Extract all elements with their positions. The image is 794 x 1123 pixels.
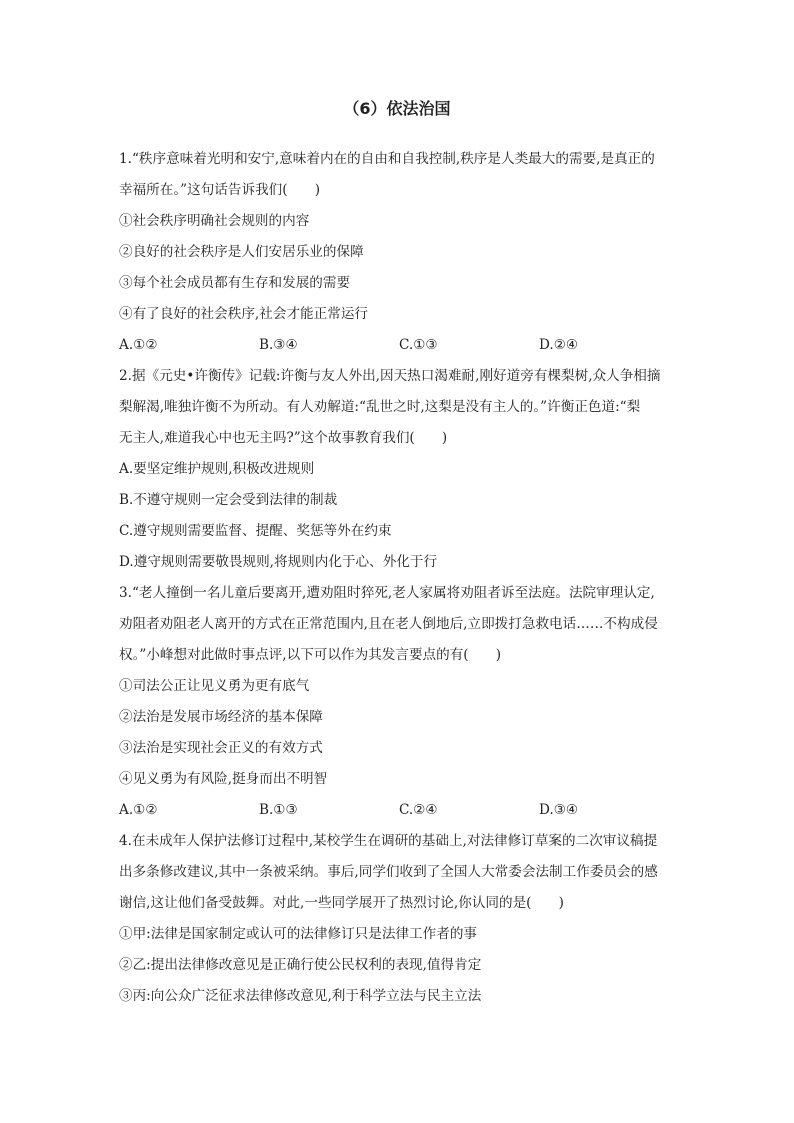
question-1-options <box>119 335 679 355</box>
question-3 <box>119 583 679 820</box>
question-1-stem-line-1: 1.“秩序意味着光明和安宁,意味着内在的自由和自我控制,秩序是人类最大的需要,是真正的 <box>119 151 655 167</box>
question-4-item-3: ③丙:向公众广泛征求法律修改意见,利于科学立法与民主立法 <box>119 988 482 1004</box>
question-2 <box>119 366 679 572</box>
question-1 <box>119 149 679 355</box>
question-4-stem-line-2: 出多条修改建议,其中一条被采纳。事后,同学们收到了全国人大常委会法制工作委员会的感 <box>119 864 658 880</box>
question-2-option-d[interactable]: D.遵守规则需要敬畏规则,将规则内化于心、外化于行 <box>119 554 438 570</box>
question-3-item-2: ②法治是发展市场经济的基本保障 <box>119 709 323 725</box>
question-4-item-2: ②乙:提出法律修改意见是正确行使公民权利的表现,值得肯定 <box>119 957 482 973</box>
question-3-option-b[interactable]: B.①③ <box>259 802 298 818</box>
question-list <box>119 149 679 1017</box>
question-4-stem-line-3: 谢信,这让他们备受鼓舞。对此,一些同学展开了热烈讨论,你认同的是( ) <box>119 895 564 911</box>
question-1-option-c[interactable]: C.①③ <box>399 337 438 353</box>
question-4-stem-line-1: 4.在未成年人保护法修订过程中,某校学生在调研的基础上,对法律修订草案的二次审议稿提 <box>119 833 658 849</box>
question-1-item-2: ②良好的社会秩序是人们安居乐业的保障 <box>119 244 364 260</box>
question-2-option-a[interactable]: A.要坚定维护规则,积极改进规则 <box>119 461 315 477</box>
question-4 <box>119 831 679 1006</box>
question-1-option-a[interactable]: A.①② <box>119 337 158 353</box>
question-1-option-b[interactable]: B.③④ <box>259 337 298 353</box>
question-3-options <box>119 800 679 820</box>
question-3-stem-line-3: 权。”小峰想对此做时事点评,以下可以作为其发言要点的有( ) <box>119 647 502 663</box>
question-1-item-1: ①社会秩序明确社会规则的内容 <box>119 213 310 229</box>
question-3-item-4: ④见义勇为有风险,挺身而出不明智 <box>119 771 328 787</box>
question-1-stem-line-2: 幸福所在。”这句话告诉我们( ) <box>119 182 321 198</box>
question-3-option-d[interactable]: D.③④ <box>539 802 579 818</box>
question-3-option-a[interactable]: A.①② <box>119 802 158 818</box>
question-3-stem-line-1: 3.“老人撞倒一名儿童后要离开,遭劝阻时猝死,老人家属将劝阻者诉至法庭。法院审理认定, <box>119 585 655 601</box>
question-1-item-4: ④有了良好的社会秩序,社会才能正常运行 <box>119 306 369 322</box>
question-3-item-1: ①司法公正让见义勇为更有底气 <box>119 678 310 694</box>
question-2-stem-line-1: 2.据《元史•许衡传》记载:许衡与友人外出,因天热口渴难耐,刚好道旁有棵梨树,众人争相摘 <box>119 368 661 384</box>
question-2-stem-line-2: 梨解渴,唯独许衡不为所动。有人劝解道:“乱世之时,这梨是没有主人的。”许衡正色道:“梨 <box>119 399 641 415</box>
question-1-item-3: ③每个社会成员都有生存和发展的需要 <box>119 275 351 291</box>
question-2-option-b[interactable]: B.不遵守规则一定会受到法律的制裁 <box>119 492 338 508</box>
question-3-option-c[interactable]: C.②④ <box>399 802 438 818</box>
page-title: （6）依法治国 <box>343 99 451 118</box>
question-3-item-3: ③法治是实现社会正义的有效方式 <box>119 740 323 756</box>
question-2-stem-line-3: 无主人,难道我心中也无主吗?”这个故事教育我们( ) <box>119 430 448 446</box>
question-1-option-d[interactable]: D.②④ <box>539 337 579 353</box>
question-2-option-c[interactable]: C.遵守规则需要监督、提醒、奖惩等外在约束 <box>119 523 392 539</box>
question-4-item-1: ①甲:法律是国家制定或认可的法律修订只是法律工作者的事 <box>119 926 478 942</box>
question-3-stem-line-2: 劝阻者劝阻老人离开的方式在正常范围内,且在老人倒地后,立即拨打急救电话……不构成侵 <box>119 616 658 632</box>
